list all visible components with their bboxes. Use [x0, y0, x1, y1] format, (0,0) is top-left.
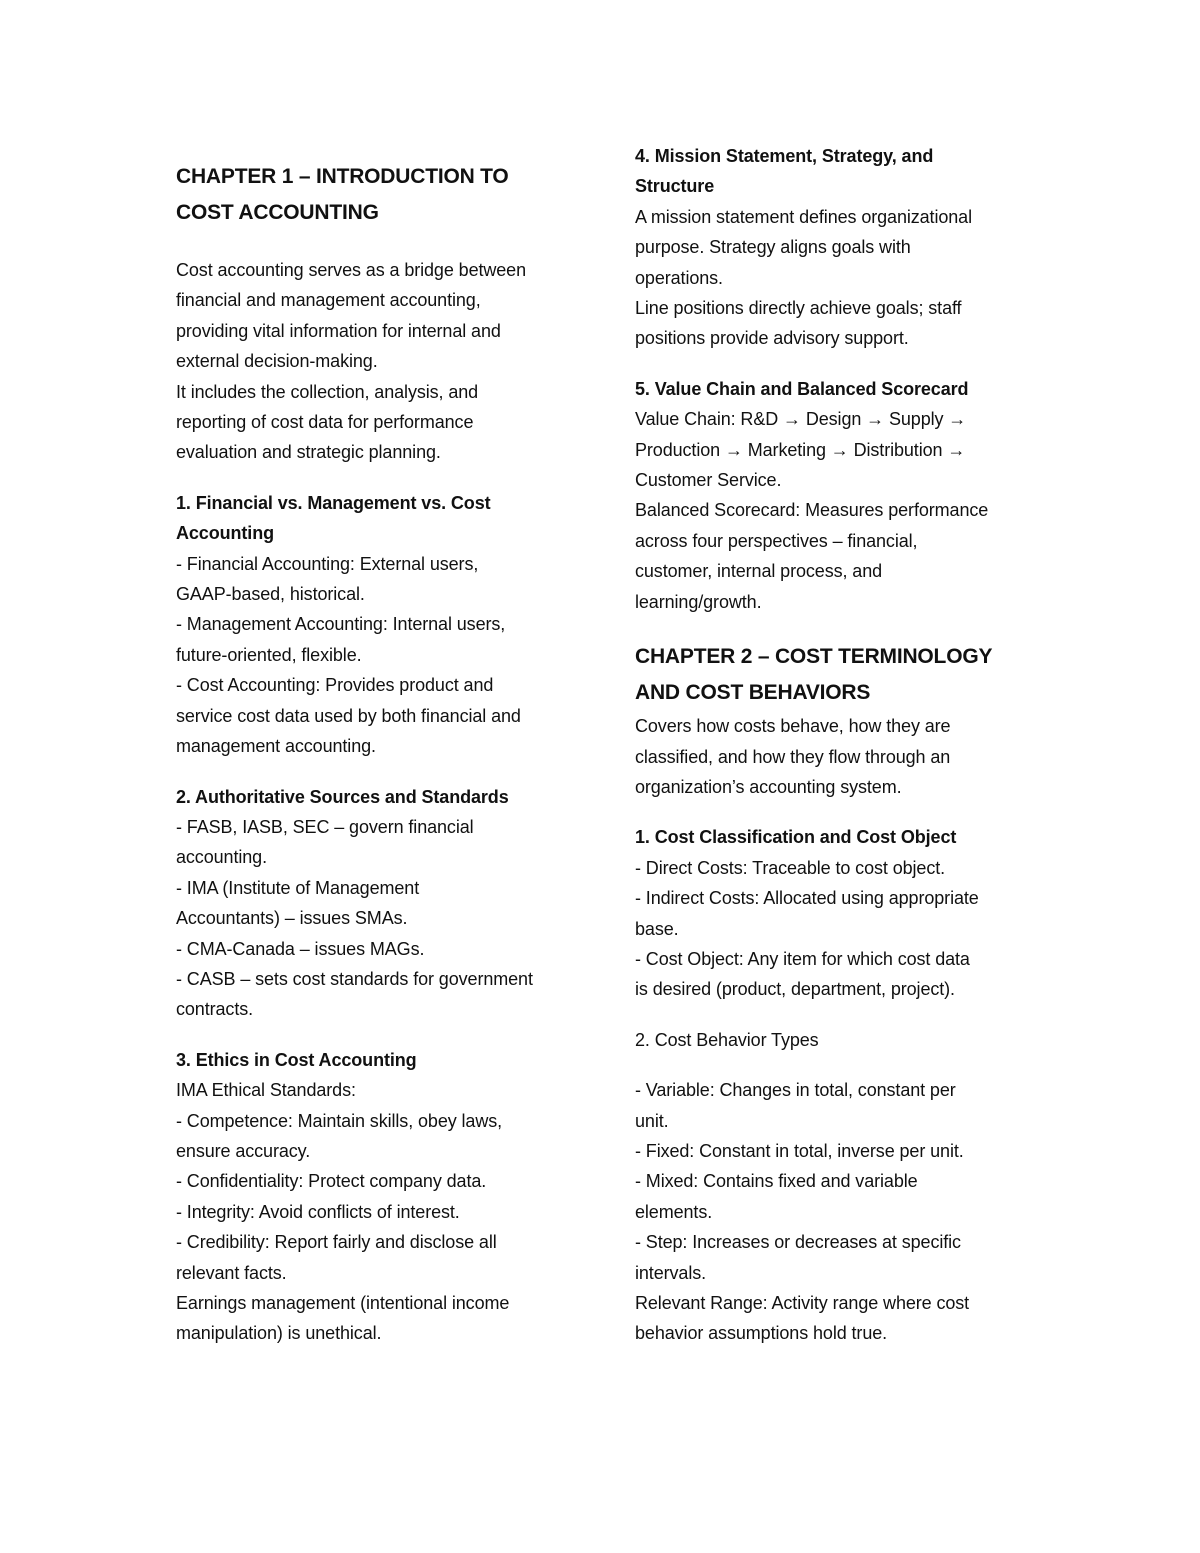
list-item: - Fixed: Constant in total, inverse per unit. — [635, 1140, 964, 1161]
list-item: across four perspectives – financial, — [635, 530, 918, 551]
list-item: - CASB – sets cost standards for government — [176, 968, 533, 989]
list-item: - Management Accounting: Internal users, — [176, 614, 506, 635]
list-item: positions provide advisory support. — [635, 328, 909, 349]
list-item: Accountants) – issues SMAs. — [176, 908, 408, 929]
list-item: behavior assumptions hold true. — [635, 1323, 888, 1344]
list-item: IMA Ethical Standards: — [176, 1080, 356, 1101]
list-item: Balanced Scorecard: Measures performance — [635, 500, 989, 521]
list-item: customer, internal process, and — [635, 561, 883, 582]
list-item: Relevant Range: Activity range where cost — [635, 1293, 970, 1313]
list-item: is desired (product, department, project). — [635, 979, 955, 1000]
list-item: unit. — [635, 1110, 669, 1131]
chapter2-title-line1: CHAPTER 2 – COST TERMINOLOGY — [635, 645, 993, 669]
list-item: A mission statement defines organizational — [635, 206, 972, 227]
section-heading: 5. Value Chain and Balanced Scorecard — [635, 378, 969, 399]
intro-line: external decision-making. — [176, 351, 378, 372]
intro-line: It includes the collection, analysis, and — [176, 381, 479, 402]
intro-line: reporting of cost data for performance — [176, 412, 474, 433]
list-item: - IMA (Institute of Management — [176, 877, 420, 898]
list-item: - Mixed: Contains fixed and variable — [635, 1171, 918, 1192]
intro-line: Cost accounting serves as a bridge between — [176, 260, 527, 280]
list-item: Earnings management (intentional income — [176, 1293, 510, 1313]
section-financial-vs-management — [176, 488, 576, 762]
list-item: - Direct Costs: Traceable to cost object. — [635, 857, 946, 878]
left-column — [176, 0, 576, 1349]
list-item: elements. — [635, 1201, 713, 1222]
right-column — [635, 0, 1035, 1349]
intro-line: evaluation and strategic planning. — [176, 442, 441, 463]
section-heading: 2. Cost Behavior Types — [635, 1029, 819, 1050]
list-item: Value Chain: R&D → Design → Supply → — [635, 409, 967, 430]
list-item: - Financial Accounting: External users, — [176, 553, 479, 574]
list-item: - Credibility: Report fairly and disclose all — [176, 1232, 497, 1253]
section-heading: Structure — [635, 176, 715, 197]
list-item: intervals. — [635, 1262, 707, 1283]
chapter1-title-line2: COST ACCOUNTING — [176, 201, 379, 224]
list-item: relevant facts. — [176, 1262, 287, 1283]
list-item: contracts. — [176, 999, 254, 1020]
chapter2-intro — [635, 711, 1035, 802]
list-item: management accounting. — [176, 736, 376, 757]
list-item: - Competence: Maintain skills, obey laws, — [176, 1110, 503, 1131]
list-item: Line positions directly achieve goals; staff — [635, 298, 962, 319]
intro-line: providing vital information for internal and — [176, 320, 501, 341]
list-item: - Step: Increases or decreases at specific — [635, 1232, 961, 1253]
section-heading: 1. Cost Classification and Cost Object — [635, 827, 957, 848]
section-cost-behavior-types — [635, 1025, 1035, 1349]
intro-line: organization’s accounting system. — [635, 776, 902, 797]
list-item: purpose. Strategy aligns goals with — [635, 237, 911, 258]
list-item: Customer Service. — [635, 470, 782, 491]
list-item: - Confidentiality: Protect company data. — [176, 1171, 487, 1192]
list-item: - Integrity: Avoid conflicts of interest. — [176, 1201, 460, 1222]
section-heading: 2. Authoritative Sources and Standards — [176, 786, 509, 807]
intro-line: financial and management accounting, — [176, 290, 481, 311]
list-item: - CMA-Canada – issues MAGs. — [176, 938, 425, 959]
chapter1-title-line1: CHAPTER 1 – INTRODUCTION TO — [176, 165, 509, 188]
list-item: - Cost Accounting: Provides product and — [176, 675, 494, 696]
list-item: ensure accuracy. — [176, 1140, 311, 1161]
intro-line: classified, and how they flow through an — [635, 746, 951, 767]
list-item: - Variable: Changes in total, constant per — [635, 1080, 956, 1101]
section-heading: 1. Financial vs. Management vs. Cost — [176, 492, 491, 513]
section-mission-strategy — [635, 141, 1035, 354]
section-heading: Accounting — [176, 523, 274, 544]
list-item: operations. — [635, 267, 723, 288]
section-heading: 3. Ethics in Cost Accounting — [176, 1049, 417, 1070]
list-item: - Indirect Costs: Allocated using appropriate — [635, 888, 979, 909]
list-item: manipulation) is unethical. — [176, 1323, 382, 1344]
list-item: future-oriented, flexible. — [176, 644, 362, 665]
list-item: base. — [635, 918, 679, 939]
list-item: - Cost Object: Any item for which cost data — [635, 948, 970, 969]
list-item: learning/growth. — [635, 591, 762, 612]
section-value-chain — [635, 374, 1035, 617]
list-item: Production → Marketing → Distribution → — [635, 439, 966, 460]
section-authoritative-sources — [176, 782, 576, 1025]
list-item: GAAP-based, historical. — [176, 584, 365, 605]
intro-line: Covers how costs behave, how they are — [635, 716, 951, 737]
section-ethics — [176, 1045, 576, 1349]
chapter1-intro — [176, 255, 576, 468]
list-item: - FASB, IASB, SEC – govern financial — [176, 816, 474, 837]
section-cost-classification — [635, 822, 1035, 1004]
list-item: service cost data used by both financial and — [176, 705, 521, 726]
chapter2-title-line2: AND COST BEHAVIORS — [635, 681, 871, 705]
section-heading: 4. Mission Statement, Strategy, and — [635, 146, 934, 166]
list-item: accounting. — [176, 847, 267, 868]
